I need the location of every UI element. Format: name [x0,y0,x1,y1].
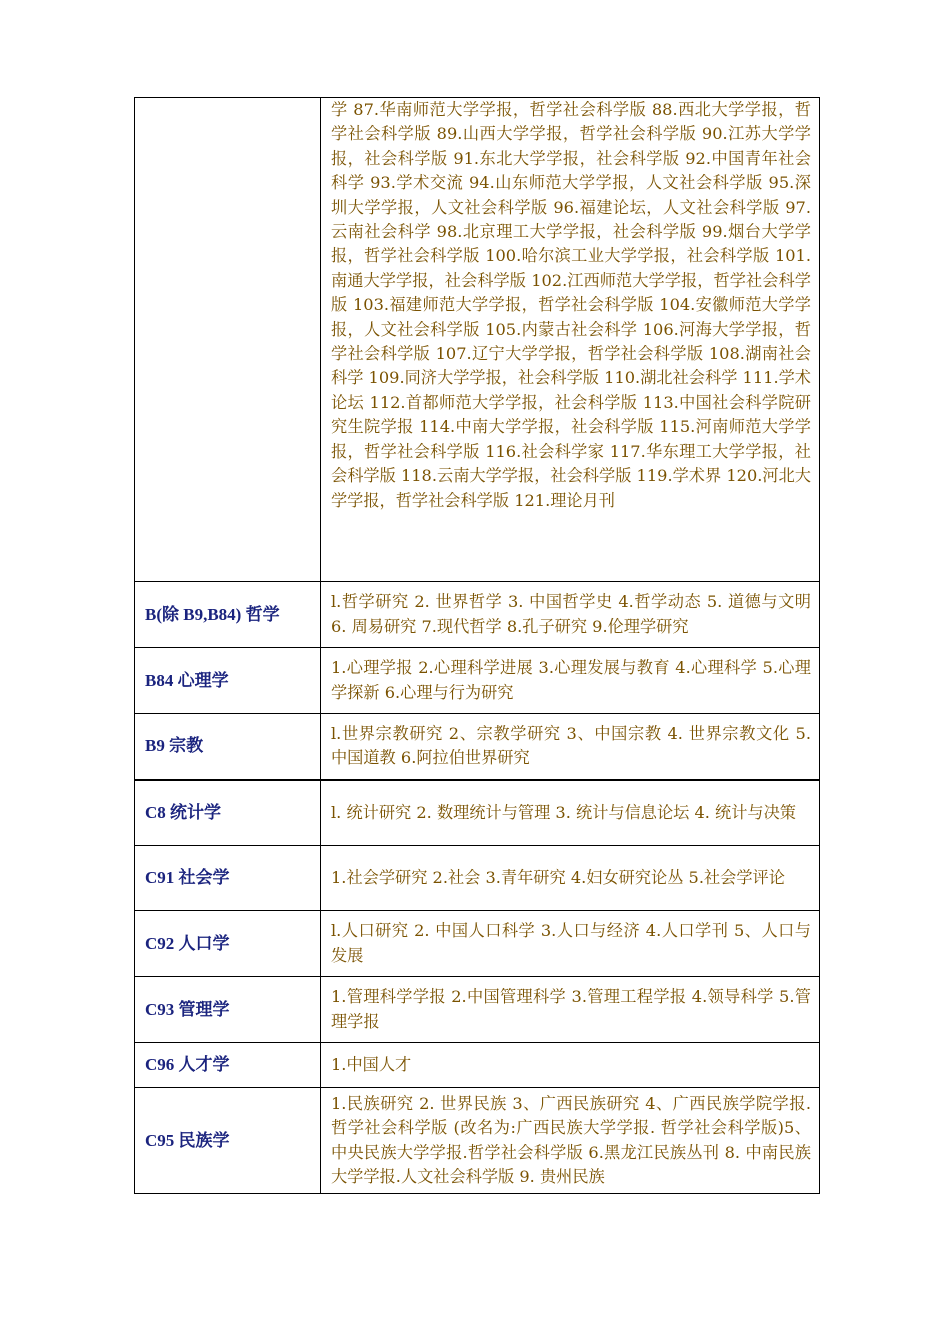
journal-list-cell: 1.民族研究 2. 世界民族 3、广西民族研究 4、广西民族学院学报.哲学社会科学版 (改名为:广西民族大学学报. 哲学社会科学版)5、中央民族大学学报.哲学社会科学版 6.黑龙江民族丛刊 8. 中南民族大学学报.人文社会科学版 9. 贵州民族 [321,1088,820,1194]
table-row [135,977,820,1043]
category-cell: C92 人口学 [135,911,321,977]
category-cell: C91 社会学 [135,846,321,911]
journal-list-cell [321,98,820,582]
table-row [135,98,820,582]
journal-table [134,97,820,1194]
journal-list-cell: l. 统计研究 2. 数理统计与管理 3. 统计与信息论坛 4. 统计与决策 [321,780,820,846]
journal-list-text: 学 87.华南师范大学学报，哲学社会科学版 88.西北大学学报，哲学社会科学版 89.山西大学学报，哲学社会科学版 90.江苏大学学报，社会科学版 91.东北大学学报，社会科学版 92.中国青年社会科学 93.学术交流 94.山东师范大学学报，人文社会科学版 95.深圳大学学报，人文社会科学版 96.福建论坛，人文社会科学版 97.云南社会科学 98.北京理工大学学报，社会科学版 99.烟台大学学报，哲学社会科学版 100.哈尔滨工业大学学报，社会科学版 101.南通大学学报，社会科学版 102.江西师范大学学报，哲学社会科学版 103.福建师范大学学报，哲学社会科学版 104.安徽师范大学学报，人文社会科学版 105.内蒙古社会科学 106.河海大学学报，哲学社会科学版 107.辽宁大学学报，哲学社会科学版 108.湖南社会科学 109.同济大学学报，社会科学版 110.湖北社会科学 111.学术论坛 112.首都师范大学学报，社会科学版 113.中国社会科学院研究生院学报 114.中南大学学报，社会科学版 115.河南师范大学学报，哲学社会科学版 116.社会科学家 117.华东理工大学学报，社会科学版 118.云南大学学报，社会科学版 119.学术界 120.河北大学学报，哲学社会科学版 121.理论月刊 [331,100,811,510]
category-cell: B84 心理学 [135,648,321,714]
journal-list-cell: l.世界宗教研究 2、宗教学研究 3、中国宗教 4. 世界宗教文化 5. 中国道教 6.阿拉伯世界研究 [321,714,820,780]
category-cell: C96 人才学 [135,1043,321,1088]
category-cell: C8 统计学 [135,780,321,846]
table-row [135,582,820,648]
journal-list-cell: 1.社会学研究 2.社会 3.青年研究 4.妇女研究论丛 5.社会学评论 [321,846,820,911]
category-cell [135,98,321,582]
table-row [135,911,820,977]
journal-list-cell: 1.中国人才 [321,1043,820,1088]
journal-list-cell: 1.心理学报 2.心理科学进展 3.心理发展与教育 4.心理科学 5.心理学探新 6.心理与行为研究 [321,648,820,714]
table-row [135,1043,820,1088]
category-cell: B9 宗教 [135,714,321,780]
table-row [135,846,820,911]
journal-list-cell: 1.管理科学学报 2.中国管理科学 3.管理工程学报 4.领导科学 5.管理学报 [321,977,820,1043]
category-cell: B(除 B9,B84) 哲学 [135,582,321,648]
journal-list-cell: l.人口研究 2. 中国人口科学 3.人口与经济 4.人口学刊 5、人口与发展 [321,911,820,977]
table-row [135,1088,820,1194]
category-cell: C93 管理学 [135,977,321,1043]
table-row [135,714,820,780]
table-row [135,780,820,846]
journal-list-cell: l.哲学研究 2. 世界哲学 3. 中国哲学史 4.哲学动态 5. 道德与文明 6. 周易研究 7.现代哲学 8.孔子研究 9.伦理学研究 [321,582,820,648]
category-cell: C95 民族学 [135,1088,321,1194]
table-row [135,648,820,714]
